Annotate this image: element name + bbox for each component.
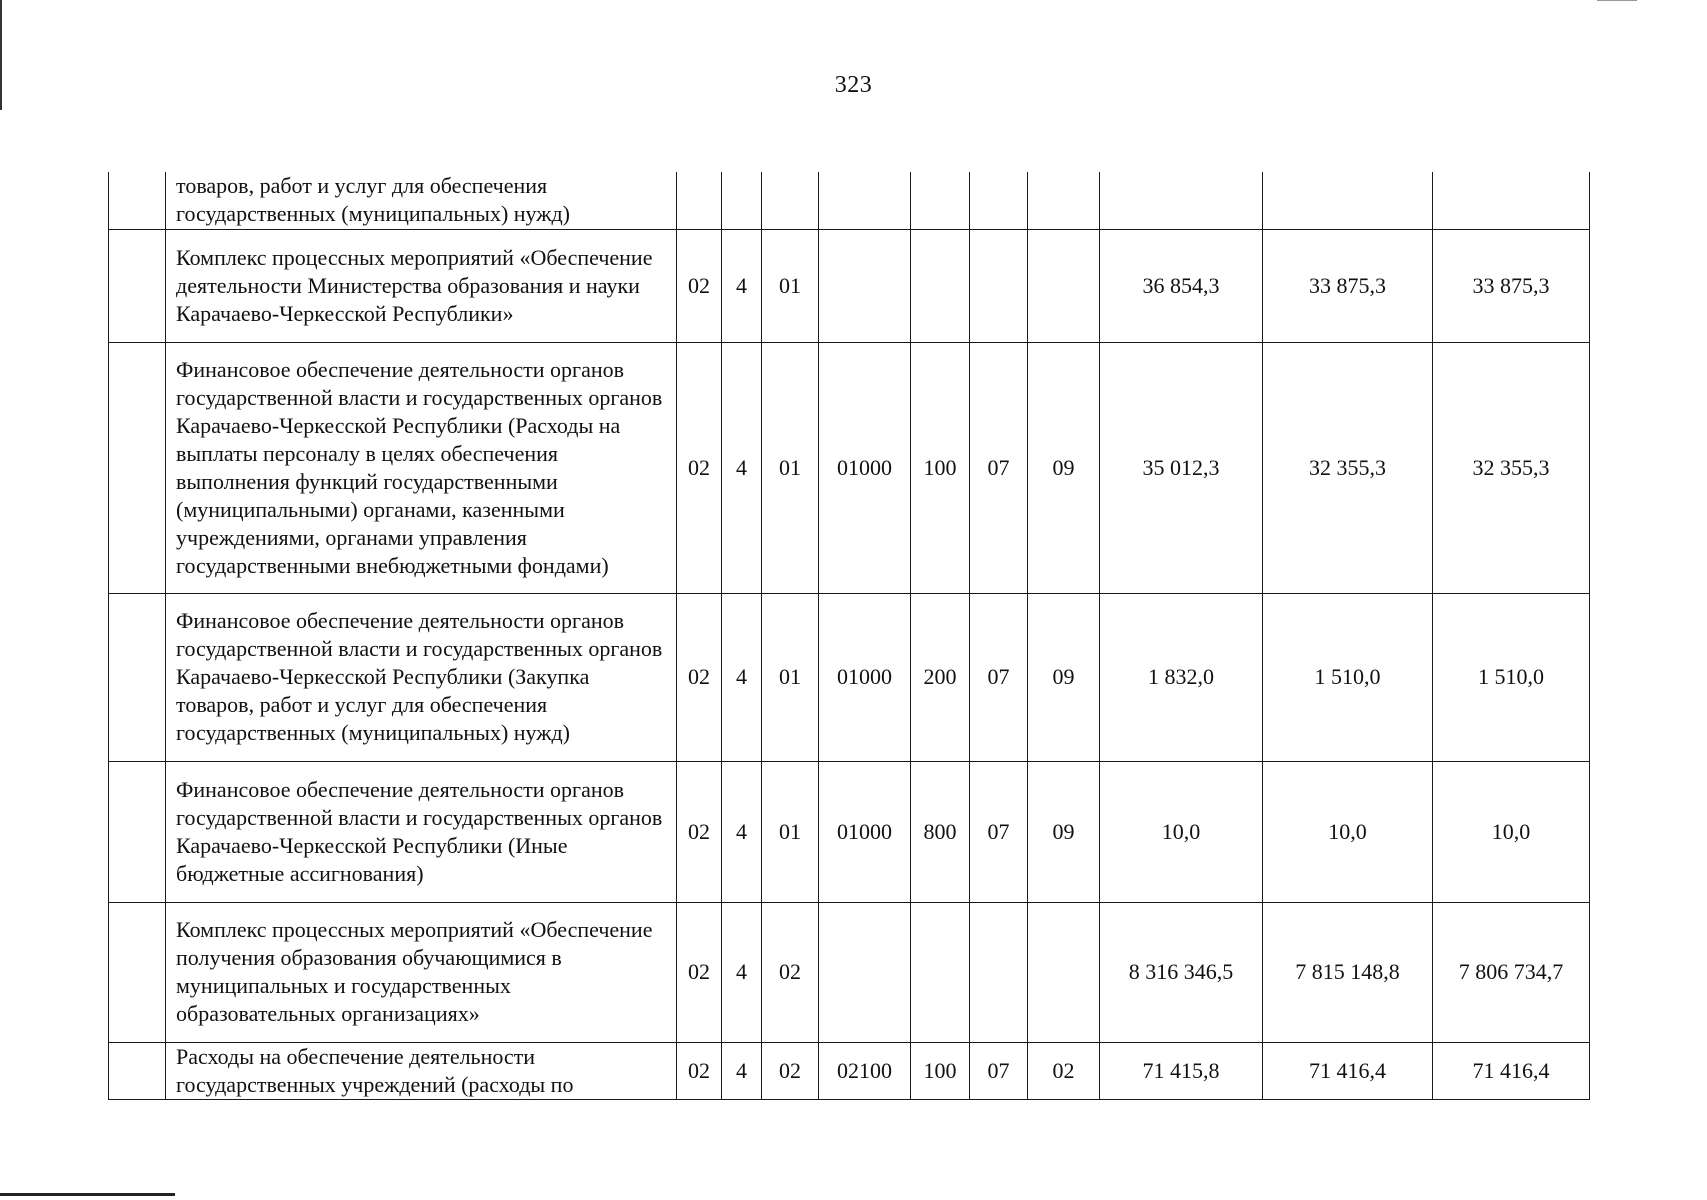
amount-cell-2: 33 875,3 — [1263, 229, 1433, 342]
table-row — [109, 902, 1590, 1042]
amount-cell-3: 33 875,3 — [1433, 229, 1590, 342]
amount-cell-1: 71 415,8 — [1100, 1042, 1263, 1099]
code-cell-1 — [677, 172, 722, 229]
table-row — [109, 593, 1590, 761]
code-cell-1: 02 — [677, 1042, 722, 1099]
code-cell-2: 4 — [722, 593, 762, 761]
code-cell-1: 02 — [677, 229, 722, 342]
code-cell-2: 4 — [722, 761, 762, 902]
row-index-cell — [109, 172, 166, 229]
code-cell-4: 01000 — [819, 761, 911, 902]
code-cell-2: 4 — [722, 229, 762, 342]
amount-cell-3: 7 806 734,7 — [1433, 902, 1590, 1042]
table-row — [109, 172, 1590, 229]
amount-cell-2: 32 355,3 — [1263, 342, 1433, 593]
table-row — [109, 761, 1590, 902]
amount-cell-1: 10,0 — [1100, 761, 1263, 902]
row-index-cell — [109, 1042, 166, 1099]
code-cell-3: 01 — [762, 342, 819, 593]
amount-cell-3: 1 510,0 — [1433, 593, 1590, 761]
code-cell-2: 4 — [722, 342, 762, 593]
code-cell-6 — [970, 229, 1028, 342]
code-cell-3: 02 — [762, 1042, 819, 1099]
code-cell-5: 200 — [911, 593, 970, 761]
code-cell-4: 01000 — [819, 342, 911, 593]
code-cell-5: 100 — [911, 342, 970, 593]
code-cell-2 — [722, 172, 762, 229]
scan-edge-bottom — [0, 1193, 175, 1196]
amount-cell-2: 71 416,4 — [1263, 1042, 1433, 1099]
code-cell-5: 100 — [911, 1042, 970, 1099]
code-cell-1: 02 — [677, 593, 722, 761]
code-cell-6: 07 — [970, 1042, 1028, 1099]
amount-cell-1: 36 854,3 — [1100, 229, 1263, 342]
code-cell-7: 02 — [1028, 1042, 1100, 1099]
amount-cell-1: 35 012,3 — [1100, 342, 1263, 593]
code-cell-5 — [911, 172, 970, 229]
code-cell-4 — [819, 229, 911, 342]
amount-cell-1: 1 832,0 — [1100, 593, 1263, 761]
code-cell-6: 07 — [970, 593, 1028, 761]
code-cell-6 — [970, 902, 1028, 1042]
code-cell-1: 02 — [677, 902, 722, 1042]
amount-cell-2: 7 815 148,8 — [1263, 902, 1433, 1042]
code-cell-6 — [970, 172, 1028, 229]
code-cell-7 — [1028, 902, 1100, 1042]
amount-cell-2: 10,0 — [1263, 761, 1433, 902]
table-row — [109, 229, 1590, 342]
row-index-cell — [109, 342, 166, 593]
code-cell-4: 02100 — [819, 1042, 911, 1099]
description-cell: Комплекс процессных мероприятий «Обеспечение деятельности Министерства образования и науки Карачаево-Черкесской Республики» — [166, 229, 677, 342]
code-cell-2: 4 — [722, 1042, 762, 1099]
code-cell-7: 09 — [1028, 593, 1100, 761]
code-cell-3 — [762, 172, 819, 229]
code-cell-6: 07 — [970, 761, 1028, 902]
scan-mark-top — [1597, 0, 1637, 1]
code-cell-6: 07 — [970, 342, 1028, 593]
code-cell-7 — [1028, 172, 1100, 229]
row-index-cell — [109, 761, 166, 902]
description-cell: Комплекс процессных мероприятий «Обеспечение получения образования обучающимися в муниципальных и государственных образовательных организациях» — [166, 902, 677, 1042]
code-cell-7: 09 — [1028, 342, 1100, 593]
table-row — [109, 1042, 1590, 1099]
code-cell-7: 09 — [1028, 761, 1100, 902]
page-number: 323 — [834, 72, 873, 98]
code-cell-4 — [819, 172, 911, 229]
code-cell-3: 02 — [762, 902, 819, 1042]
code-cell-3: 01 — [762, 761, 819, 902]
description-cell: Финансовое обеспечение деятельности органов государственной власти и государственных органов Карачаево-Черкесской Республики (Расходы на выплаты персоналу в целях обеспечения выполнения функций государственными (муниципальными) органами, казенными учреждениями, органами управления государственными внебюджетными фондами) — [166, 342, 677, 593]
code-cell-1: 02 — [677, 342, 722, 593]
description-cell: Финансовое обеспечение деятельности органов государственной власти и государственных органов Карачаево-Черкесской Республики (Закупка товаров, работ и услуг для обеспечения государственных (муниципальных) нужд) — [166, 593, 677, 761]
row-index-cell — [109, 902, 166, 1042]
amount-cell-3: 32 355,3 — [1433, 342, 1590, 593]
amount-cell-2 — [1263, 172, 1433, 229]
code-cell-1: 02 — [677, 761, 722, 902]
row-index-cell — [109, 593, 166, 761]
amount-cell-3: 10,0 — [1433, 761, 1590, 902]
amount-cell-1 — [1100, 172, 1263, 229]
amount-cell-3 — [1433, 172, 1590, 229]
description-cell: товаров, работ и услуг для обеспечения государственных (муниципальных) нужд) — [166, 172, 677, 229]
description-cell: Расходы на обеспечение деятельности государственных учреждений (расходы по — [166, 1042, 677, 1099]
code-cell-3: 01 — [762, 593, 819, 761]
table-row — [109, 342, 1590, 593]
code-cell-5 — [911, 229, 970, 342]
code-cell-4: 01000 — [819, 593, 911, 761]
code-cell-5 — [911, 902, 970, 1042]
code-cell-3: 01 — [762, 229, 819, 342]
code-cell-5: 800 — [911, 761, 970, 902]
row-index-cell — [109, 229, 166, 342]
budget-table — [108, 172, 1590, 1100]
amount-cell-3: 71 416,4 — [1433, 1042, 1590, 1099]
code-cell-2: 4 — [722, 902, 762, 1042]
description-cell: Финансовое обеспечение деятельности органов государственной власти и государственных органов Карачаево-Черкесской Республики (Иные бюджетные ассигнования) — [166, 761, 677, 902]
code-cell-4 — [819, 902, 911, 1042]
amount-cell-1: 8 316 346,5 — [1100, 902, 1263, 1042]
code-cell-7 — [1028, 229, 1100, 342]
amount-cell-2: 1 510,0 — [1263, 593, 1433, 761]
